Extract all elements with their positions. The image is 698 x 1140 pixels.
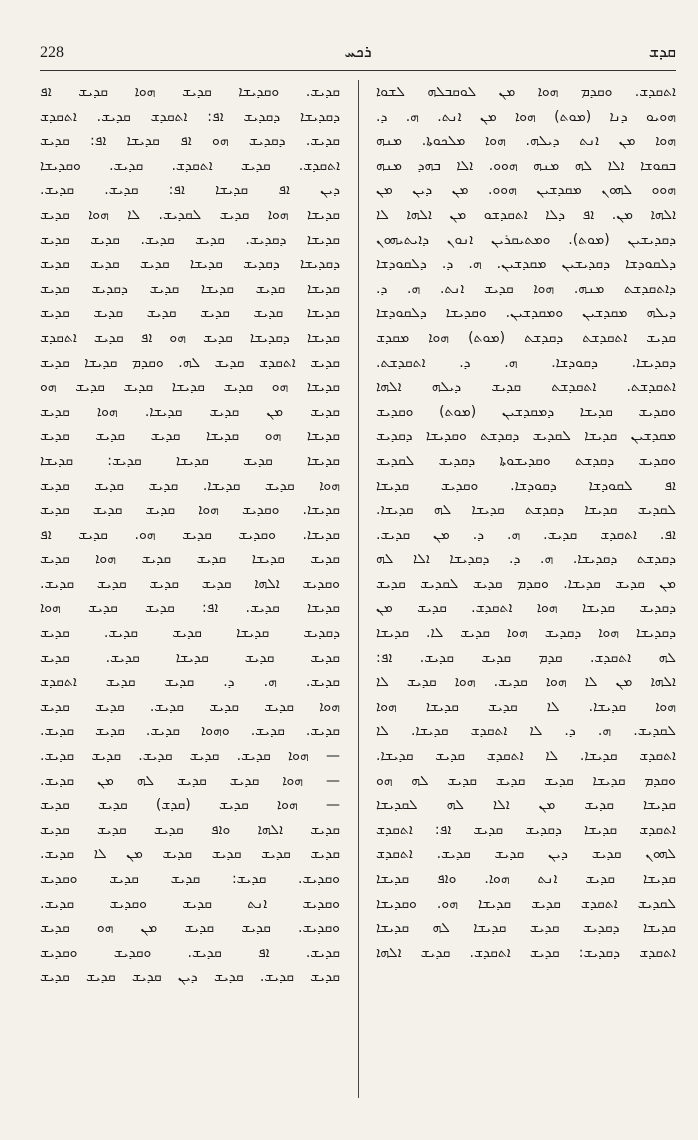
text-line: ܕܩܕܝܫܐ ܗܘܐ ܕܩܕܝܫ ܗܘܐ ܩܕܝܫ ܠܐ. ܩܕܝܫܐ (376, 625, 676, 642)
text-line: ܠܗ ܐܬܩܕܫ. ܩܕܡ ܩܕܝܫ ܩܕܝܫ. ܐܦ: (376, 649, 676, 666)
text-line: ܡܢ ܩܕܝܫ ܩܕܝܫܐ. ܘܩܕܡ ܩܕܝܫ ܠܩܕܝܫ ܩܕܝܫ (376, 575, 676, 592)
text-line: ܩܕܝܫܐ ܩܕܝܫ. ܐܦ: ܩܕܝܫ ܩܕܝܫ ܗܘܐ (40, 600, 340, 617)
text-line: ܩܕܝܫ ܩܕܝܫ ܩܕܝܫܐ ܩܕܝܫ. ܩܕܝܫ (40, 649, 340, 666)
text-line: ܗܘܐ ܩܕܝܫܐ. ܠܐ ܩܕܝܫ ܩܕܝܫܐ ܗܘܐ (376, 698, 676, 715)
text-line: ܕܩܕܝܫܐ ܕܩܕܝܫ ܐܦ: ܐܬܩܕܫ ܩܕܝܫ. ܐܬܩܕܫ (40, 108, 340, 125)
text-line: ܘܩܕܝܫ. ܩܕܝܫ: ܩܕܝܫ ܩܕܝܫ ܘܩܕܝܫ (40, 871, 340, 887)
text-line: ܕܝܠܗ ܡܩܕܫܝܢ ܘܡܩܕܫܝܢ. ܘܩܕܝܫܐ ܕܠܩܘܕܫܐ (376, 305, 676, 322)
text-line: ܩܕܝܫ ܐܬܩܕܫ ܩܕܝܫ ܠܗ. ܘܩܕܡ ܩܕܝܫܐ ܩܕܝܫ (40, 354, 340, 371)
text-line: — ܗܘܐ ܩܕܝܫ (ܩܕܫ) ܩܕܝܫ ܩܕܝܫ (40, 797, 340, 814)
text-line: ܩܕܝܫܐ ܕܩܕܝܫܐ ܩܕܝܫ ܗܘ ܐܦ ܩܕܝܫ ܐܬܩܕܫ (40, 329, 340, 346)
text-line: ܠܩܕܝܫ ܩܕܝܫܐ ܕܩܕܫܬ ܩܕܝܫܐ ܠܗ ܩܕܝܫܐ. (376, 502, 676, 519)
text-line: ܒܩܘܫܐ ܐܠܐ ܠܗ ܡܢܗ ܗܘܘ. ܐܠܐ ܒܗܕ ܡܢܗ (376, 157, 676, 174)
text-line: ܠܩܕܝܫ ܐܬܩܕܫ ܩܕܝܫ ܩܕܝܫܐ ܗܘ. ܘܩܕܝܫܐ (376, 895, 676, 912)
text-line: ܘܩܕܝܫ ܐܠܗܐ ܩܕܝܫ ܩܕܝܫ ܩܕܝܫ ܩܕܝܫ. (40, 575, 340, 592)
text-line: — ܗܘܐ ܩܕܝܫ. ܩܕܝܫ ܩܕܝܫ. ܩܕܝܫ ܩܕܝܫ. (40, 748, 340, 765)
text-line: ܩܕܝܫ. ܐܦ ܩܕܝܫ. ܘܩܕܝܫ ܘܩܕܝܫ (40, 944, 340, 961)
text-line: ܩܕܝܫ ܩܕܝܫ. ܩܕܝܫ ܕܝܢ ܩܕܝܫ ܩܕܝܫ ܩܕܝܫ (40, 969, 340, 986)
text-line: ܘܩܕܝܫ. ܩܕܝܫ ܩܕܝܫ ܡܢ ܗܘ ܩܕܝܫ (40, 920, 340, 937)
text-line: ܐܬܩܕܫ ܩܕܝܫܐ ܕܩܕܝܫ ܩܕܝܫ ܐܦ: ܐܬܩܕܫ (376, 821, 676, 838)
text-line: ܕܩܕܫܬ ܕܩܕܝܫܐ. ܗ. ܕ. ܕܩܕܝܫܐ ܐܠܐ ܠܗ (376, 551, 676, 568)
text-line: ܐܬܩܕܫܬ. ܐܬܩܕܫܬ ܩܕܝܫ ܕܝܠܗ ܐܠܗܐ (376, 379, 676, 396)
text-line: ܐܬܩܕܫ ܩܕܝܫܐ. ܠܐ ܐܬܩܕܫ ܩܕܝܫ ܩܕܝܫܐ. (376, 748, 676, 765)
text-line: ܕܐܬܩܕܫܬ ܡܢܗ. ܗܘܐ ܩܕܝܫ ܐܢܬ. ܗ. ܕ. (376, 280, 676, 297)
text-line: ܘܩܕܡ ܩܕܝܫܐ ܩܕܝܫ ܩܕܝܫ ܩܕܝܫ ܠܗ ܗܘ (376, 772, 676, 789)
page-number-syriac: ܪܟܚ (344, 44, 372, 61)
text-line: ܩܕܝܫܐ ܩܕܝܫ ܩܕܝܫ ܩܕܝܫ ܩܕܝܫ ܩܕܝܫ (40, 305, 340, 322)
text-line: ܘܩܕܝܫ ܩܕܝܫܐ ܕܡܩܕܫܝܢ (ܡܘܬ) ܘܩܕܝܫ (376, 403, 676, 420)
text-line: ܩܕܝܫ ܩܕܝܫܐ ܩܕܝܫ ܩܕܝܫ ܗܘܐ ܩܕܝܫ (40, 551, 340, 568)
head-word: ܩܕܫ (648, 44, 676, 61)
text-line: ܩܕܝܫ. ܗ. ܕ. ܩܕܝܫ ܩܕܝܫ ܐܬܩܕܫ (40, 674, 340, 691)
text-line: ܐܬܩܕܫ ܕܩܕܝܫ: ܩܕܝܫ ܐܬܩܕܫ. ܩܕܝܫ ܐܠܗܐ (376, 944, 676, 961)
text-line: ܩܕܝܫ ܩܕܝܫ ܩܕܝܫ ܩܕܝܫ ܡܢ ܠܐ ܩܕܝܫ. (40, 846, 340, 863)
text-line: ܗܘܐ ܩܕܝܫ ܩܕܝܫܐ. ܩܕܝܫ ܩܕܝܫ ܩܕܝܫ (40, 477, 340, 494)
text-line: ܩܕܝܫ ܡܢ ܩܕܝܫ ܩܕܝܫܐ. ܗܘܐ ܩܕܝܫ (40, 403, 340, 420)
text-line: ܠܗܘܢ ܩܕܝܫ ܕܝܢ ܩܕܝܫ ܩܕܝܫ. ܐܬܩܕܫ (376, 846, 676, 863)
text-line: ܐܠܗܐ ܡܢ. ܐܦ ܕܠܐ ܐܬܩܕܫܘ ܡܢ ܐܠܗܐ ܠܐ (376, 206, 676, 223)
text-line: ܩܕܝܫ ܐܬܩܕܫܬ ܕܩܕܫܬ (ܡܘܬ) ܗܘܐ ܡܩܕܫ (376, 329, 676, 346)
text-line: ܕܠܩܘܕܫܐ ܕܩܕܝܫܝܢ ܡܩܕܫܝܢ. ܗ. ܕ. ܕܠܩܘܕܫܐ (376, 256, 676, 273)
text-line: ܐܬܩܕܫ. ܘܩܕܡ ܗܘܐ ܡܢ ܠܘܩܒܠܗ ܠܫܘܐ (376, 84, 676, 100)
text-line: ܕܩܕܝܫܐ. ܕܩܘܕܫܐ. ܗ. ܕ. ܐܬܩܕܫܬ. (376, 354, 676, 371)
text-line: ܩܕܝܫܐ ܩܕܝܫ ܡܢ ܐܠܐ ܠܗ ܠܩܕܝܫܐ (376, 797, 676, 814)
left-column (40, 80, 340, 1110)
text-line: ܩܕܝܫܐ ܗܘ ܩܕܝܫ ܩܕܝܫܐ ܩܕܝܫ ܩܕܝܫ ܗܘ (40, 379, 340, 396)
text-line: ܕܝܢ ܐܦ ܩܕܝܫܐ ܐܦ: ܩܕܝܫ. ܩܕܝܫ. (40, 182, 340, 199)
text-line: ܩܕܝܫܐ ܗܘ ܩܕܝܫܐ ܩܕܝܫ ܩܕܝܫ ܩܕܝܫ (40, 428, 340, 445)
text-line: ܩܕܝܫܐ ܕܩܕܝܫ ܩܕܝܫ ܩܕܝܫܐ ܠܗ ܩܕܝܫܐ (376, 920, 676, 937)
text-line: ܕܩܕܝܫܐ ܕܩܕܝܫ ܩܕܝܫܐ ܩܕܝܫ ܩܕܝܫ ܩܕܝܫ (40, 256, 340, 273)
text-line: ܗܘܘ ܠܗܘܢ ܡܩܕܫܝܢ ܗܘܘ. ܡܢ ܕܝܢ ܡܢ (376, 182, 676, 199)
right-column (376, 80, 676, 1110)
text-line: ܕܩܕܝܫ ܩܕܝܫܐ ܩܕܝܫ ܩܕܝܫ. ܩܕܝܫ (40, 625, 340, 642)
text-line: ܗܘܐ ܡܢ ܐܢܬ ܕܝܠܗ. ܗܘܐ ܡܠܟܘܬܐ. ܡܢܗ (376, 133, 676, 150)
text-line: ܩܕܝܫܐ ܗܘܐ ܩܕܝܫ ܠܩܕܝܫ. ܠܐ ܗܘܐ ܩܕܝܫ (40, 206, 340, 223)
text-line: ܩܕܝܫ. ܘܩܕܝܫܐ ܩܕܝܫ ܗܘܐ ܩܕܝܫ ܐܦ (40, 84, 340, 100)
text-line: ܩܕܝܫ. ܩܕܝܫ. ܘܗܘܐ ܩܕܝܫ. ܩܕܝܫ ܩܕܝܫ. (40, 723, 340, 740)
text-line: ܠܩܕܝܫ. ܗ. ܕ. ܠܐ ܐܬܩܕܫ ܩܕܝܫܐ. ܠܐ (376, 723, 676, 740)
text-line: ܕܩܕܝܫܝܢ (ܡܘܬ). ܘܡܬܝܩܪܝܢ ܐܢܘܢ ܕܐܝܬܝܗܘܢ (376, 231, 676, 248)
text-line: ܗܘܐ ܩܕܝܫ ܩܕܝܫ ܩܕܝܫ. ܩܕܝܫ ܩܕܝܫ (40, 698, 340, 715)
running-head (40, 44, 676, 66)
text-line: ܗܘܝܘ ܕܢܐ (ܡܘܬ) ܗܘܐ ܡܢ ܐܢܬ. ܗ. ܕ. (376, 108, 676, 125)
text-line: ܩܕܝܫܐ ܩܕܝܫ ܩܕܝܫܐ ܩܕܝܫ: ܩܕܝܫܐ (40, 452, 340, 469)
text-line: — ܗܘܐ ܩܕܝܫ ܩܕܝܫ ܠܗ ܡܢ ܩܕܝܫ. (40, 772, 340, 789)
text-line: ܐܦ ܠܩܘܕܫܐ ܕܩܘܕܫܐ. ܘܩܕܝܫ ܩܕܝܫܐ (376, 477, 676, 494)
text-columns (40, 80, 676, 1110)
text-line: ܩܕܝܫܐ. ܘܩܕܝܫ ܩܕܝܫ ܗܘ. ܩܕܝܫ ܐܦ (40, 526, 340, 543)
text-line: ܩܕܝܫ ܐܠܗܐ ܘܐܦ ܩܕܝܫ ܩܕܝܫ ܩܕܝܫ (40, 821, 340, 838)
text-line: ܩܕܝܫܐ ܩܕܝܫ ܐܢܬ ܗܘܐ. ܘܐܦ ܩܕܝܫܐ (376, 871, 676, 887)
text-line: ܐܦ. ܐܬܩܕܫ ܩܕܝܫ. ܗ. ܕ. ܡܢ ܩܕܝܫ. (376, 526, 676, 543)
text-line: ܕܩܕܝܫ ܩܕܝܫܐ ܗܘܐ ܐܬܩܕܫ. ܩܕܝܫ ܡܢ (376, 600, 676, 617)
text-line: ܘܩܕܝܫ ܕܩܕܫܬ ܘܩܕܝܫܘܬܐ ܕܩܕܝܫ ܠܩܕܝܫ (376, 452, 676, 469)
text-line: ܘܩܕܝܫ ܐܢܬ ܩܕܝܫ ܘܩܕܝܫ ܩܕܝܫ. (40, 895, 340, 912)
text-line: ܩܕܝܫ. ܕܩܕܝܫ ܗܘ ܐܦ ܩܕܝܫܐ ܐܦ: ܩܕܝܫ (40, 133, 340, 150)
text-line: ܐܬܩܕܫ. ܩܕܝܫ ܐܬܩܕܫ. ܩܕܝܫ. ܘܩܕܝܫܐ (40, 157, 340, 174)
text-line: ܩܕܝܫܐ ܕܩܕܝܫ. ܩܕܝܫ ܩܕܝܫ. ܩܕܝܫ ܩܕܝܫ (40, 231, 340, 248)
text-line: ܡܩܕܫܝܢ ܩܕܝܫܐ ܠܩܕܝܫ ܕܩܕܫܬ ܘܩܕܝܫܐ ܕܩܕܝܫ (376, 428, 676, 445)
page-number: 228 (40, 44, 64, 61)
column-divider (358, 80, 359, 1098)
text-line: ܩܕܝܫܐ. ܘܩܕܝܫ ܗܘܐ ܩܕܝܫ ܩܕܝܫ ܩܕܝܫ (40, 502, 340, 519)
text-line: ܩܕܝܫܐ ܩܕܝܫ ܩܕܝܫܐ ܩܕܝܫ ܕܩܕܝܫ ܩܕܝܫ (40, 280, 340, 297)
header-rule (40, 70, 676, 71)
text-line: ܐܠܗܐ ܡܢ ܠܐ ܗܘܐ ܩܕܝܫ. ܗܘܐ ܩܕܝܫ ܠܐ (376, 674, 676, 691)
